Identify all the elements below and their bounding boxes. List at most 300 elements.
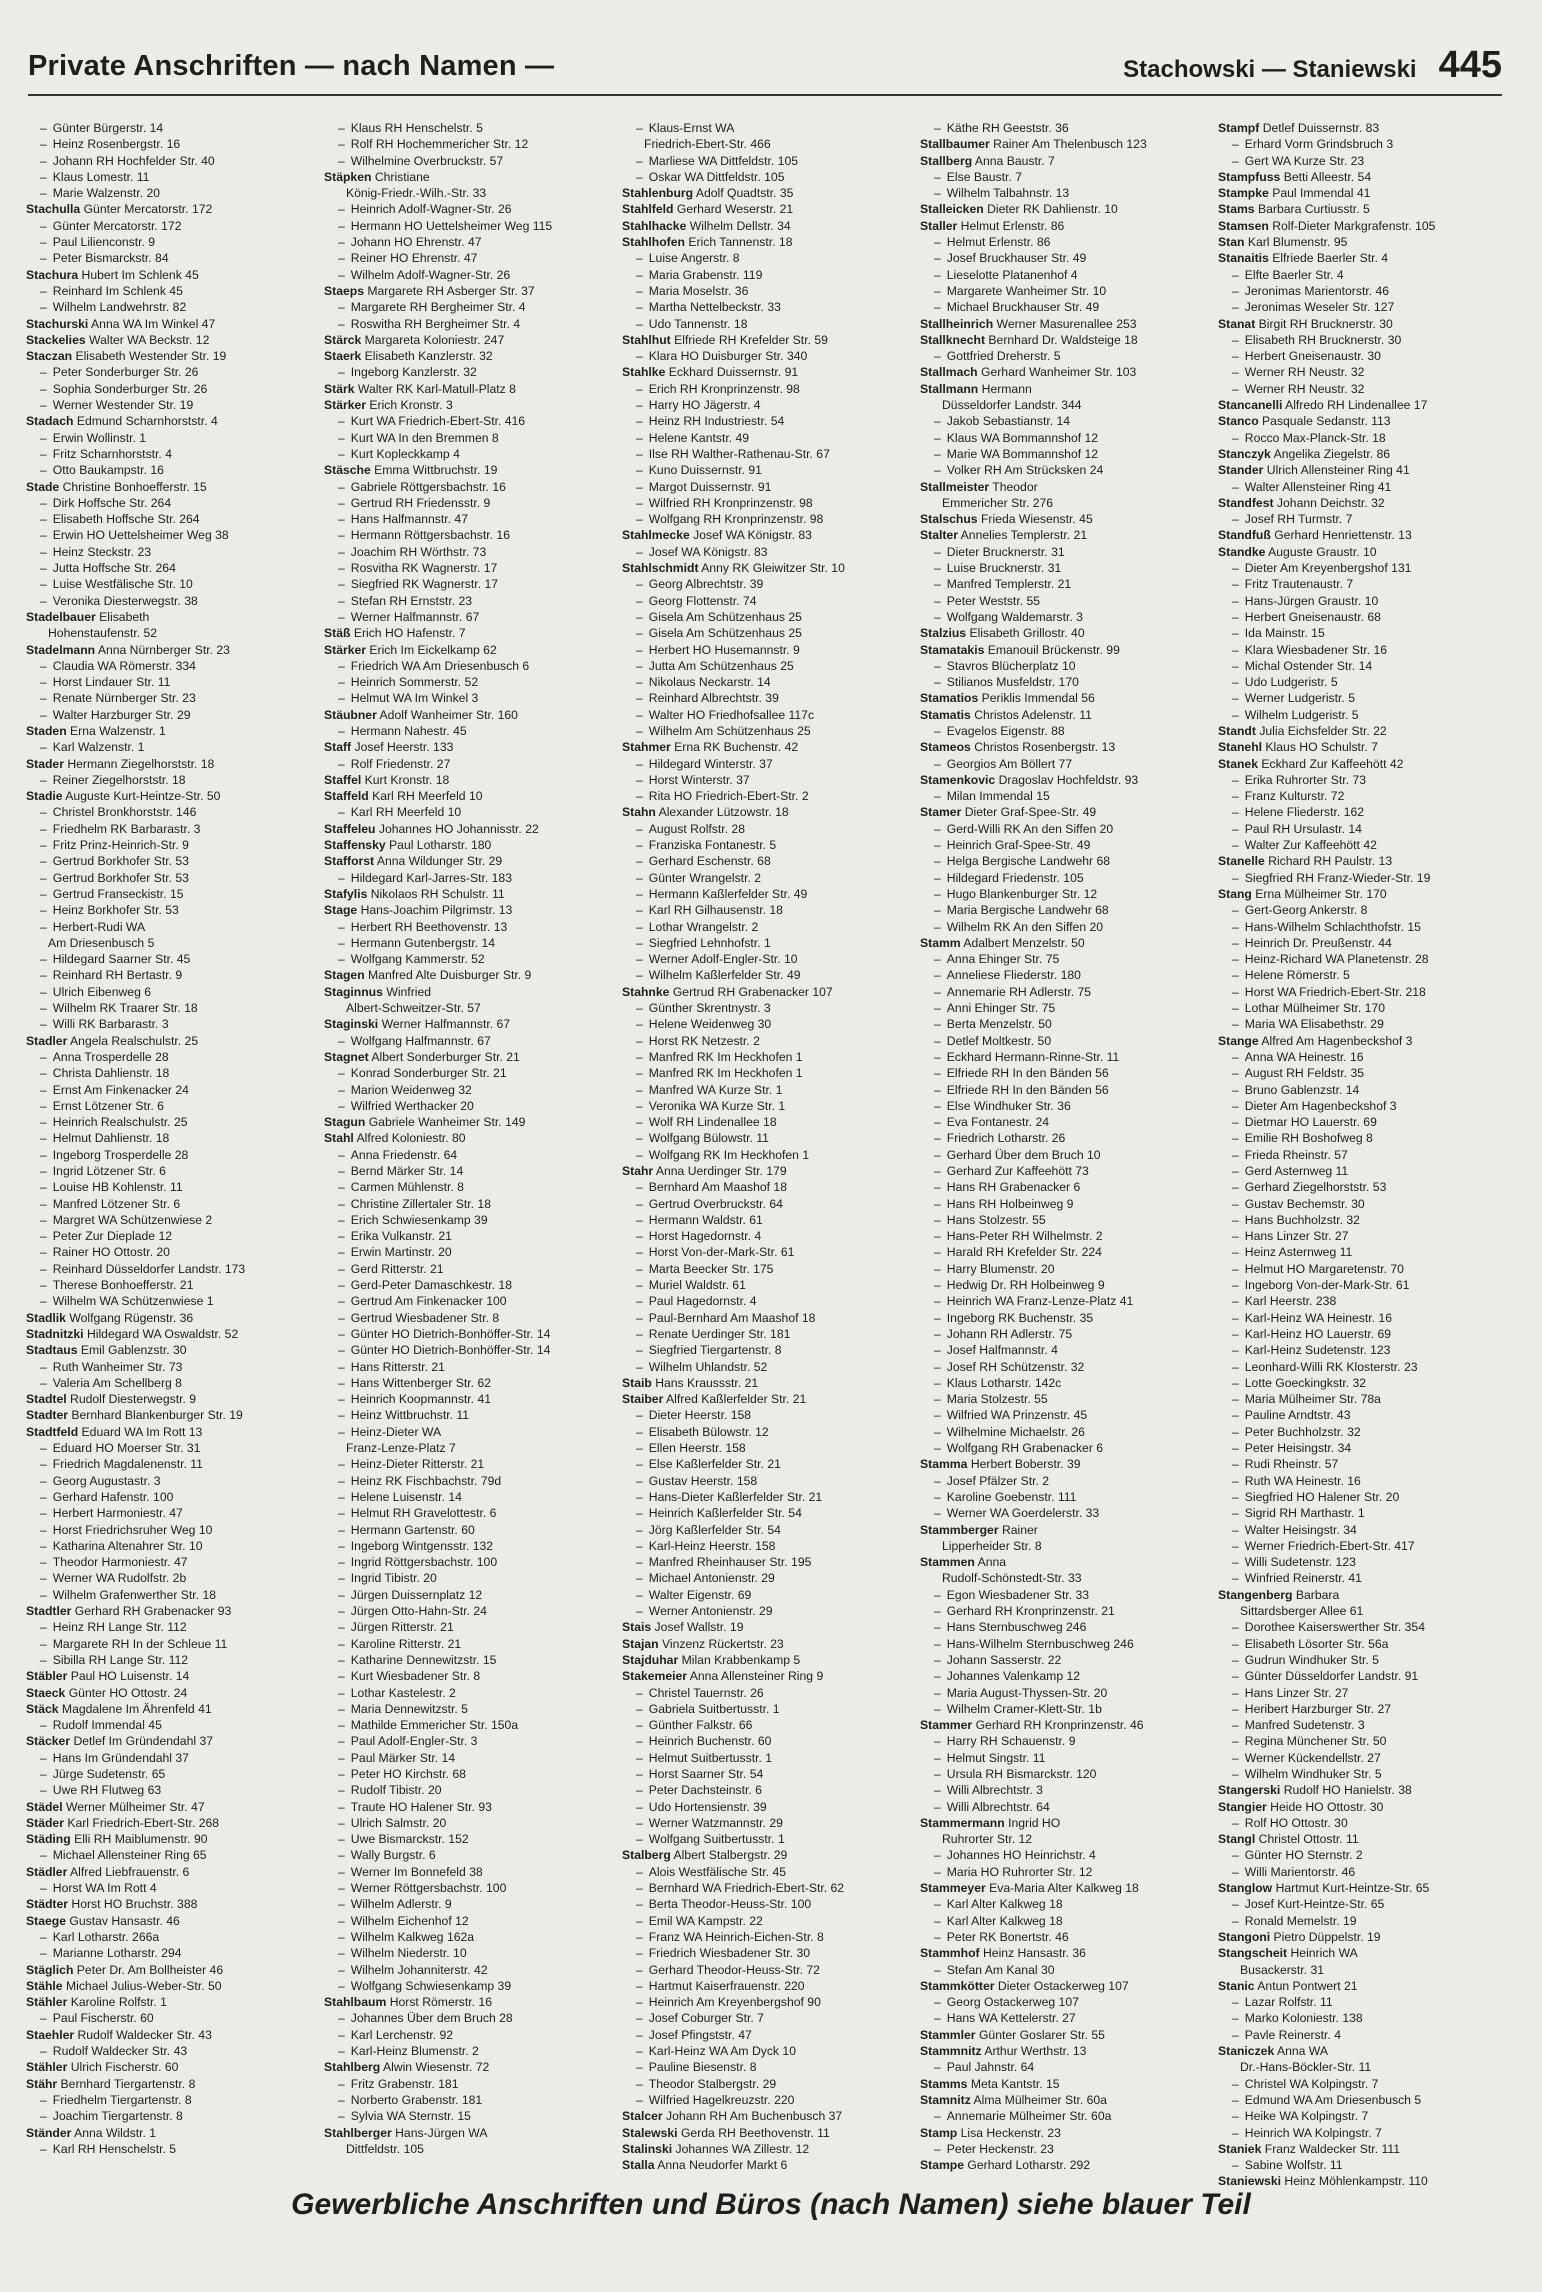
directory-entry <box>26 1847 322 1863</box>
surname: Staczan <box>26 349 73 364</box>
directory-entry <box>324 462 620 478</box>
entry-address: Gerhard Ziegelhorststr. 53 <box>1244 1180 1387 1195</box>
directory-entry <box>1218 739 1514 755</box>
directory-entry <box>1218 2010 1514 2026</box>
entry-address: Ingeborg Trosperdelle 28 <box>52 1147 189 1162</box>
surname: Stan <box>1218 235 1245 250</box>
surname: Stadtaus <box>26 1343 78 1358</box>
surname: Stadnitzki <box>26 1326 84 1341</box>
dash-marker: – <box>40 1929 47 1944</box>
directory-entry <box>324 1016 620 1032</box>
dash-marker: – <box>934 1294 941 1309</box>
header-right <box>1123 44 1502 87</box>
dash-marker: – <box>338 2027 345 2042</box>
directory-entry <box>324 185 620 201</box>
entry-address: Ulrich Eibenweg 6 <box>52 984 152 999</box>
directory-entry <box>26 984 322 1000</box>
dash-marker: – <box>636 1294 643 1309</box>
dash-marker: – <box>1232 903 1239 918</box>
directory-entry <box>1218 446 1514 462</box>
surname: Stahlhofen <box>622 235 685 250</box>
entry-address: Bernhard WA Friedrich-Ebert-Str. 62 <box>648 1881 845 1896</box>
directory-entry <box>622 1244 918 1260</box>
dash-marker: – <box>636 1473 643 1488</box>
directory-entry <box>26 2092 322 2108</box>
dash-marker: – <box>338 1848 345 1863</box>
directory-entry <box>1218 364 1514 380</box>
entry-address: Katharina Altenahrer Str. 10 <box>52 1538 203 1553</box>
directory-entry <box>324 739 620 755</box>
entry-address: Josef Kurt-Heintze-Str. 65 <box>1244 1897 1385 1912</box>
directory-entry <box>26 1196 322 1212</box>
directory-entry <box>622 1587 918 1603</box>
surname: Stadelbauer <box>26 609 96 624</box>
dash-marker: – <box>934 1164 941 1178</box>
directory-entry <box>920 1978 1216 1994</box>
directory-entry <box>622 250 918 266</box>
entry-address: Josef Wallstr. 19 <box>654 1620 744 1635</box>
dash-marker: – <box>338 1913 345 1928</box>
directory-entry <box>1218 1277 1514 1293</box>
directory-entry <box>622 2059 918 2075</box>
dash-marker: – <box>338 1033 345 1048</box>
directory-entry <box>920 267 1216 283</box>
directory-entry <box>324 1407 620 1423</box>
dash-marker: – <box>338 1962 345 1977</box>
dash-marker: – <box>1232 691 1239 706</box>
dash-marker: – <box>338 1359 345 1374</box>
entry-address: Werner Masurenallee 253 <box>996 316 1137 331</box>
dash-marker: – <box>338 1783 345 1798</box>
directory-entry <box>324 1244 620 1260</box>
surname: Stadelmann <box>26 642 96 657</box>
dash-marker: – <box>934 1131 941 1146</box>
entry-address: Carmen Mühlenstr. 8 <box>350 1180 464 1195</box>
surname: Stamatakis <box>920 642 985 657</box>
entry-address: Ida Mainstr. 15 <box>1244 626 1325 641</box>
entry-address: Else Baustr. 7 <box>946 169 1022 184</box>
surname: Stader <box>26 756 64 771</box>
directory-entry <box>622 1342 918 1358</box>
directory-entry <box>324 1831 620 1847</box>
dash-marker: – <box>636 544 643 559</box>
directory-entry <box>920 1147 1216 1163</box>
dash-marker: – <box>1232 1229 1239 1244</box>
directory-entry <box>1218 413 1514 429</box>
directory-entry <box>324 2043 620 2059</box>
directory-entry <box>26 772 322 788</box>
surname: Standfuß <box>1218 528 1271 543</box>
dash-marker: – <box>1232 1212 1239 1227</box>
entry-address: Dieter Graf-Spee-Str. 49 <box>964 805 1097 820</box>
entry-address: Margot Duissernstr. 91 <box>648 479 772 494</box>
entry-address: Wilhelm Talbahnstr. 13 <box>946 186 1070 201</box>
directory-entry <box>324 821 620 837</box>
directory-entry <box>622 430 918 446</box>
entry-address: Christel Ottostr. 11 <box>1258 1832 1359 1847</box>
directory-entry <box>920 658 1216 674</box>
dash-marker: – <box>636 1082 643 1097</box>
surname: Stalewski <box>622 2125 678 2140</box>
directory-entry <box>324 951 620 967</box>
dash-marker: – <box>40 235 47 250</box>
dash-marker: – <box>1232 1522 1239 1537</box>
entry-address: Johann Sasserstr. 22 <box>946 1652 1062 1667</box>
dash-marker: – <box>40 1848 47 1863</box>
dash-marker: – <box>40 1636 47 1651</box>
directory-entry <box>622 1293 918 1309</box>
entry-address: Karl Blumenstr. 95 <box>1247 235 1348 250</box>
dash-marker: – <box>338 1832 345 1847</box>
dash-marker: – <box>1232 1848 1239 1863</box>
dash-marker: – <box>338 1750 345 1765</box>
entry-address: Heinz RH Lange Str. 112 <box>52 1620 187 1635</box>
dash-marker: – <box>1232 805 1239 820</box>
directory-entry <box>26 1179 322 1195</box>
dash-marker: – <box>40 968 47 983</box>
surname: Staniewski <box>1218 2174 1281 2189</box>
entry-address: Hildegard Winterstr. 37 <box>648 756 773 771</box>
directory-entry <box>324 1456 620 1472</box>
dash-marker: – <box>40 1082 47 1097</box>
dash-marker: – <box>934 1049 941 1064</box>
dash-marker: – <box>636 153 643 168</box>
dash-marker: – <box>1232 821 1239 836</box>
directory-entry <box>1218 153 1514 169</box>
entry-address: Jörg Kaßlerfelder Str. 54 <box>648 1522 781 1537</box>
directory-entry <box>26 2125 322 2141</box>
entry-address: Werner Westender Str. 19 <box>52 398 194 413</box>
dash-marker: – <box>40 495 47 510</box>
directory-entry <box>324 2125 620 2141</box>
dash-marker: – <box>1232 1294 1239 1309</box>
directory-entry <box>622 1929 918 1945</box>
entry-address: Erich HO Hafenstr. 7 <box>353 626 466 641</box>
entry-address: Reinhard RH Bertastr. 9 <box>52 968 183 983</box>
dash-marker: – <box>636 316 643 331</box>
dash-marker: – <box>934 235 941 250</box>
dash-marker: – <box>338 1343 345 1358</box>
dash-marker: – <box>40 561 47 576</box>
directory-entry <box>622 1896 918 1912</box>
dash-marker: – <box>636 968 643 983</box>
dash-marker: – <box>636 1555 643 1570</box>
directory-entry <box>622 1815 918 1831</box>
dash-marker: – <box>934 1620 941 1635</box>
dash-marker: – <box>1232 642 1239 657</box>
dash-marker: – <box>40 251 47 266</box>
surname: Stärck <box>324 332 362 347</box>
directory-entry <box>26 1407 322 1423</box>
directory-entry <box>26 1049 322 1065</box>
entry-address: Gerhard Zur Kaffeehött 73 <box>946 1164 1089 1178</box>
surname: Staeps <box>324 283 364 298</box>
directory-entry <box>622 1701 918 1717</box>
directory-entry <box>26 1962 322 1978</box>
entry-address: Walter WA Beckstr. 12 <box>89 332 210 347</box>
surname: Stammermann <box>920 1815 1005 1830</box>
entry-address: Volker RH Am Strücksken 24 <box>946 463 1104 478</box>
dash-marker: – <box>338 1375 345 1390</box>
directory-entry <box>622 1424 918 1440</box>
entry-address: Günter Düsseldorfer Landstr. 91 <box>1244 1669 1419 1684</box>
surname: Stahn <box>622 805 656 820</box>
surname: Stalla <box>622 2158 655 2173</box>
entry-address: Franziska Fontanestr. 5 <box>648 838 777 853</box>
directory-entry <box>622 1880 918 1896</box>
entry-address: Wilhelm Am Schützenhaus 25 <box>648 723 811 738</box>
directory-entry <box>1218 951 1514 967</box>
entry-address: Klaus HO Schulstr. 7 <box>1265 740 1378 755</box>
entry-address: Werner Friedrich-Ebert-Str. 417 <box>1244 1538 1415 1553</box>
entry-address: Wilhelm Cramer-Klett-Str. 1b <box>946 1701 1102 1716</box>
entry-address: Herbert Boberstr. 39 <box>970 1457 1081 1472</box>
surname: Stampf <box>1218 121 1260 135</box>
surname: Stahlmecke <box>622 528 690 543</box>
dash-marker: – <box>636 381 643 396</box>
entry-address: Hans-Dieter Kaßlerfelder Str. 21 <box>648 1489 823 1504</box>
directory-entry <box>920 1228 1216 1244</box>
dash-marker: – <box>338 2092 345 2107</box>
dash-marker: – <box>1232 430 1239 445</box>
directory-entry <box>26 951 322 967</box>
dash-marker: – <box>1232 1082 1239 1097</box>
directory-entry <box>324 804 620 820</box>
dash-marker: – <box>934 1326 941 1341</box>
dash-marker: – <box>40 153 47 168</box>
directory-entry <box>324 1293 620 1309</box>
surname: Stanelle <box>1218 854 1265 869</box>
directory-entry <box>622 201 918 217</box>
dash-marker: – <box>636 251 643 266</box>
directory-entry <box>920 1098 1216 1114</box>
entry-address: Josef Halfmannstr. 4 <box>946 1343 1058 1358</box>
directory-entry <box>1218 788 1514 804</box>
surname: Stahlberg <box>324 2060 381 2075</box>
directory-entry <box>26 1619 322 1635</box>
surname: Stadler <box>26 1033 68 1048</box>
directory-entry <box>622 1522 918 1538</box>
surname: Stallbaumer <box>920 137 990 152</box>
directory-entry <box>920 853 1216 869</box>
directory-entry <box>622 1391 918 1407</box>
entry-address: Hans RH Grabenacker 6 <box>946 1180 1081 1195</box>
surname: Staden <box>26 723 67 738</box>
directory-entry <box>920 283 1216 299</box>
directory-entry <box>26 1733 322 1749</box>
entry-address: Lisa Heckenstr. 23 <box>960 2125 1061 2140</box>
entry-address: Erhard Vorm Grindsbruch 3 <box>1244 137 1394 152</box>
surname: Stahlberger <box>324 2125 392 2140</box>
surname: Städing <box>26 1832 71 1847</box>
dash-marker: – <box>934 1212 941 1227</box>
entry-address: Hubert Im Schlenk 45 <box>81 267 199 282</box>
directory-entry <box>1218 1929 1514 1945</box>
entry-address: Paul Märker Str. 14 <box>350 1750 456 1765</box>
dash-marker: – <box>338 235 345 250</box>
directory-entry <box>1218 1098 1514 1114</box>
directory-entry <box>26 136 322 152</box>
entry-address: Karl Alter Kalkweg 18 <box>946 1913 1063 1928</box>
entry-address: Kurt Kopleckkamp 4 <box>350 446 460 461</box>
directory-entry <box>324 430 620 446</box>
entry-address: Erwin Martinstr. 20 <box>350 1245 452 1260</box>
entry-address: Werner WA Rudolfstr. 2b <box>52 1571 187 1586</box>
column-2 <box>324 120 620 2157</box>
entry-address: Heinrich Realschulstr. 25 <box>52 1115 188 1130</box>
directory-entry <box>26 348 322 364</box>
directory-entry <box>1218 1815 1514 1831</box>
directory-entry <box>920 299 1216 315</box>
directory-entry <box>26 1065 322 1081</box>
entry-address: Annemarie RH Adlerstr. 75 <box>946 984 1092 999</box>
surname: Stadter <box>26 1408 68 1423</box>
entry-address: Detlef Im Gründendahl 37 <box>73 1734 213 1749</box>
directory-entry <box>324 218 620 234</box>
directory-entry <box>324 560 620 576</box>
surname: Staffeld <box>324 789 369 804</box>
directory-entry <box>324 1424 620 1440</box>
directory-entry <box>920 1554 1216 1570</box>
entry-address: Lazar Rolfstr. 11 <box>1244 1995 1333 2010</box>
dash-marker: – <box>636 854 643 869</box>
directory-entry <box>324 707 620 723</box>
directory-entry <box>920 348 1216 364</box>
entry-address: Else Kaßlerfelder Str. 21 <box>648 1457 781 1472</box>
dash-marker: – <box>934 561 941 576</box>
directory-entry <box>920 1114 1216 1130</box>
entry-address: Jakob Sebastianstr. 14 <box>946 414 1071 429</box>
entry-address: Fritz Grabenstr. 181 <box>350 2076 459 2091</box>
directory-entry <box>622 1766 918 1782</box>
dash-marker: – <box>1232 1995 1239 2010</box>
directory-entry <box>1218 1293 1514 1309</box>
entry-address: Willi Sudetenstr. 123 <box>1244 1555 1356 1570</box>
entry-address: Hans Linzer Str. 27 <box>1244 1685 1349 1700</box>
entry-address: Wilhelm RK Traarer Str. 18 <box>52 1001 198 1016</box>
directory-entry <box>920 332 1216 348</box>
dash-marker: – <box>40 1261 47 1276</box>
entry-address: Nikolaos RH Schulstr. 11 <box>370 886 505 901</box>
directory-entry <box>324 527 620 543</box>
dash-marker: – <box>934 1685 941 1700</box>
entry-address: Karl-Heinz WA Heinestr. 16 <box>1244 1310 1392 1325</box>
directory-entry <box>324 1815 620 1831</box>
directory-entry <box>920 185 1216 201</box>
surname: Stadtler <box>26 1604 72 1619</box>
entry-address: Paul RH Ursulastr. 14 <box>1244 821 1362 836</box>
entry-address: Helene Luisenstr. 14 <box>350 1489 462 1504</box>
directory-entry <box>920 316 1216 332</box>
directory-entry <box>622 1489 918 1505</box>
dash-marker: – <box>934 1669 941 1684</box>
directory-entry <box>622 658 918 674</box>
entry-address: Elisabeth RH Brucknerstr. 30 <box>1244 332 1402 347</box>
dash-marker: – <box>40 675 47 690</box>
dash-marker: – <box>40 1164 47 1178</box>
entry-address: Udo Ludgeristr. 5 <box>1244 675 1338 690</box>
directory-entry <box>324 1913 620 1929</box>
directory-entry <box>324 413 620 429</box>
directory-entry <box>26 2010 322 2026</box>
entry-address: Günter HO Dietrich-Bonhöffer-Str. 14 <box>350 1326 551 1341</box>
directory-entry <box>26 2108 322 2124</box>
dash-marker: – <box>636 723 643 738</box>
dash-marker: – <box>636 1229 643 1244</box>
dash-marker: – <box>1232 1636 1239 1651</box>
surname: Stamsen <box>1218 218 1269 233</box>
directory-entry <box>26 625 322 641</box>
entry-address: Peter Bismarckstr. 84 <box>52 251 169 266</box>
entry-address: Edmund WA Am Driesenbusch 5 <box>1244 2092 1422 2107</box>
directory-entry <box>622 1994 918 2010</box>
surname: Stachulla <box>26 202 81 217</box>
dash-marker: – <box>40 1506 47 1521</box>
entry-address: Hans Wittenberger Str. 62 <box>350 1375 492 1390</box>
directory-entry <box>920 1815 1216 1831</box>
directory-entry <box>1218 1554 1514 1570</box>
dash-marker: – <box>338 1718 345 1733</box>
directory-entry <box>920 1489 1216 1505</box>
dash-marker: – <box>338 1587 345 1602</box>
directory-entry <box>26 267 322 283</box>
directory-entry <box>324 1799 620 1815</box>
dash-marker: – <box>934 903 941 918</box>
directory-entry <box>26 462 322 478</box>
dash-marker: – <box>338 723 345 738</box>
dash-marker: – <box>934 723 941 738</box>
entry-address: Werner RH Neustr. 32 <box>1244 381 1365 396</box>
entry-address: Sibilla RH Lange Str. 112 <box>52 1652 189 1667</box>
entry-address: Claudia WA Römerstr. 334 <box>52 658 196 673</box>
directory-entry <box>920 462 1216 478</box>
directory-entry <box>1218 1326 1514 1342</box>
directory-entry <box>324 1391 620 1407</box>
directory-entry <box>26 1668 322 1684</box>
directory-entry <box>1218 185 1514 201</box>
directory-entry <box>26 1994 322 2010</box>
entry-address: Gertrud Wiesbadener Str. 8 <box>350 1310 500 1325</box>
dash-marker: – <box>40 1147 47 1162</box>
entry-address: Wally Burgstr. 6 <box>350 1848 436 1863</box>
directory-entry <box>1218 1587 1514 1603</box>
entry-address: Heinrich WA Kolpingstr. 7 <box>1244 2125 1382 2140</box>
directory-entry <box>26 1424 322 1440</box>
surname: Staller <box>920 218 958 233</box>
surname: Stalschus <box>920 512 978 527</box>
entry-address: Heinrich Am Kreyenbergshof 90 <box>648 1995 821 2010</box>
entry-address: Gerhard Eschenstr. 68 <box>648 854 771 869</box>
entry-address: Hermann Gartenstr. 60 <box>350 1522 475 1537</box>
directory-entry <box>324 788 620 804</box>
dash-marker: – <box>338 593 345 608</box>
surname: Stallmeister <box>920 479 990 494</box>
directory-entry <box>622 1864 918 1880</box>
dash-marker: – <box>636 2060 643 2075</box>
dash-marker: – <box>636 1017 643 1032</box>
dash-marker: – <box>636 1115 643 1130</box>
entry-address: Veronika Diesterwegstr. 38 <box>52 593 198 608</box>
directory-entry <box>622 690 918 706</box>
dash-marker: – <box>338 561 345 576</box>
directory-entry <box>622 642 918 658</box>
dash-marker: – <box>934 1033 941 1048</box>
directory-entry <box>324 1228 620 1244</box>
entry-address: Heribert Harzburger Str. 27 <box>1244 1701 1392 1716</box>
dash-marker: – <box>40 1571 47 1586</box>
entry-address: Franz-Lenze-Platz 7 <box>346 1441 456 1456</box>
directory-entry <box>26 1473 322 1489</box>
